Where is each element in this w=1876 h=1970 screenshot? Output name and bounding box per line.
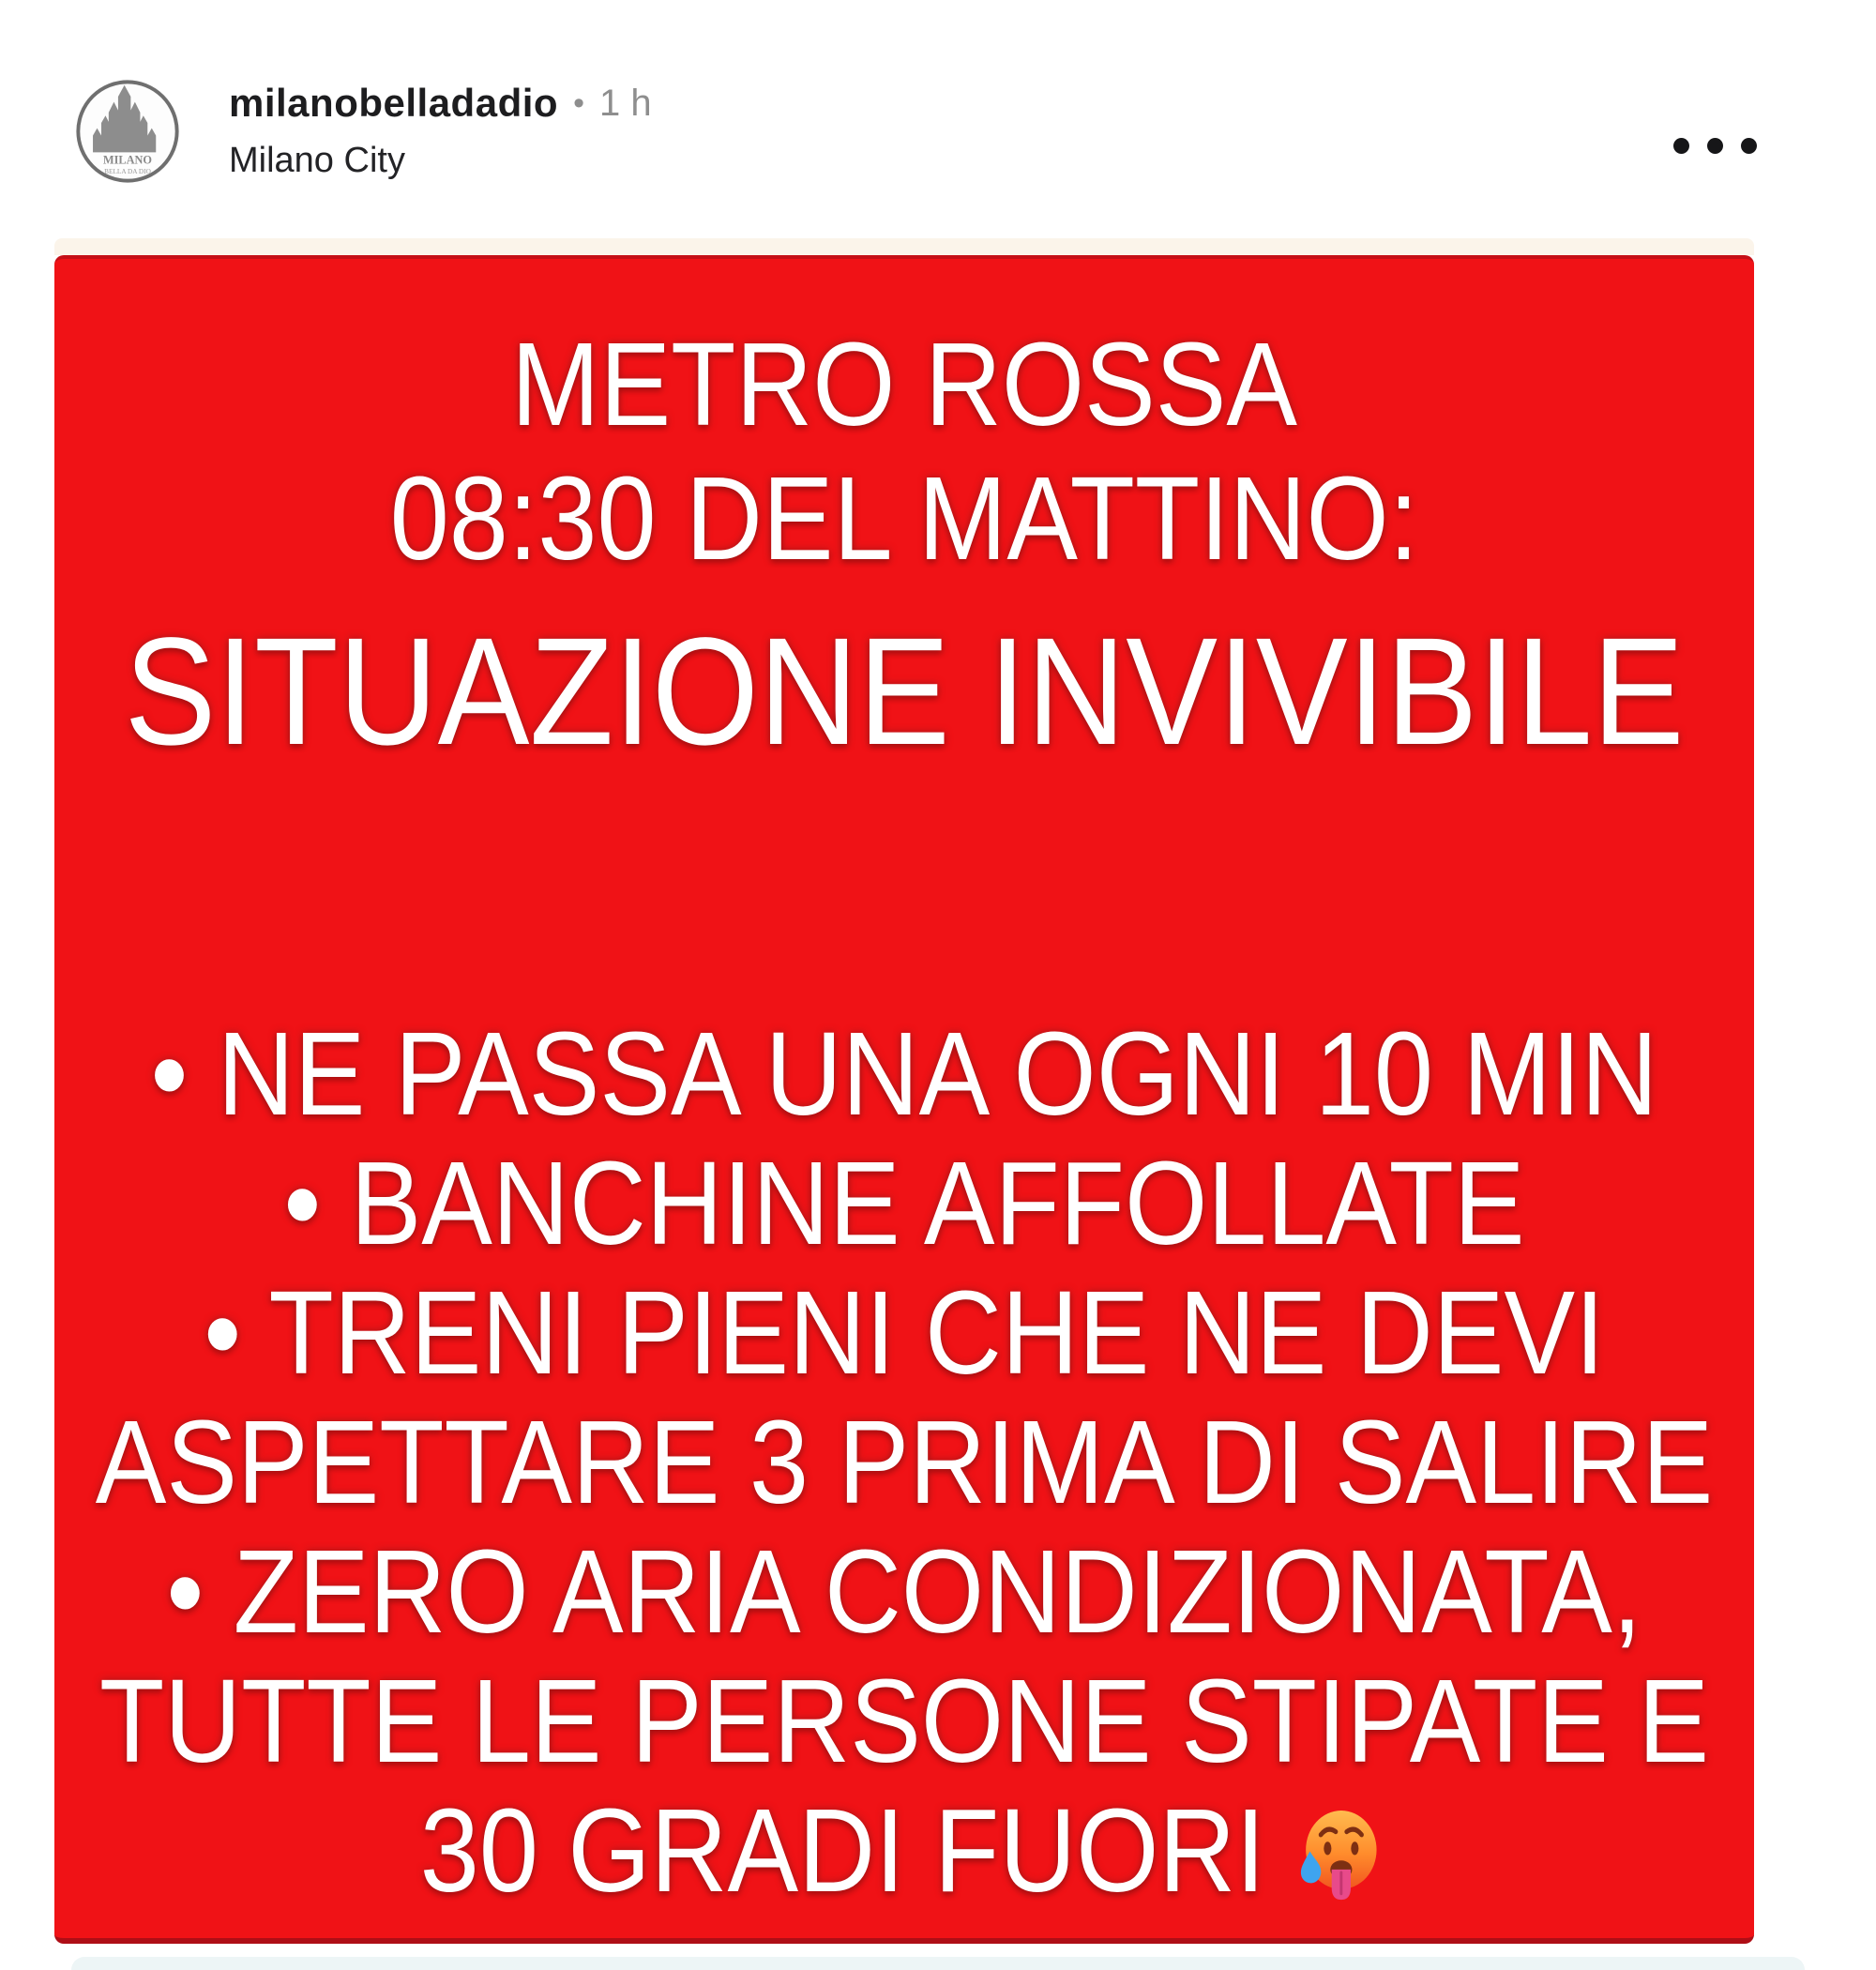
username[interactable]: milanobelladadio xyxy=(229,81,559,125)
meme-last-line xyxy=(140,1785,1670,1915)
post-image[interactable] xyxy=(54,255,1754,1944)
hot-face-emoji xyxy=(1291,1803,1388,1912)
meme-bullet-2: • BANCHINE AFFOLLATE xyxy=(283,1136,1525,1269)
meme-last-line-text: 30 GRADI FUORI xyxy=(419,1783,1265,1917)
meme-bullet-list xyxy=(54,1008,1754,1915)
meme-bullet-3-continuation: ASPETTARE 3 PRIMA DI SALIRE xyxy=(95,1395,1714,1528)
timestamp: 1 h xyxy=(598,82,652,124)
meme-bullet-4: • ZERO ARIA CONDIZIONATA, xyxy=(166,1524,1642,1658)
meme-bullet-1: • NE PASSA UNA OGNI 10 MIN xyxy=(150,1007,1658,1140)
next-content-partial xyxy=(71,1957,1805,1970)
avatar-logo-text-1: MILANO xyxy=(103,153,152,167)
timestamp-separator: • xyxy=(573,84,584,121)
meme-headline: SITUAZIONE INVIVIBILE xyxy=(124,604,1685,777)
meme-bullet-3: • TRENI PIENI CHE NE DEVI xyxy=(204,1265,1605,1399)
avatar-logo-text-2: BELLA DA DIO xyxy=(104,167,151,175)
more-options-icon xyxy=(1673,138,1757,154)
meme-bullet-4-continuation-1: TUTTE LE PERSONE STIPATE E xyxy=(98,1654,1710,1787)
meme-title-line-1: METRO ROSSA xyxy=(510,318,1297,450)
username-row xyxy=(229,81,652,126)
image-top-strip xyxy=(54,238,1754,255)
location-link[interactable]: Milano City xyxy=(229,141,405,180)
more-options-button[interactable] xyxy=(1658,113,1771,178)
duomo-logo-icon xyxy=(75,79,180,184)
profile-avatar[interactable] xyxy=(75,79,180,184)
meme-text-block xyxy=(54,259,1754,1915)
meme-title-line-2: 08:30 DEL MATTINO: xyxy=(389,452,1419,584)
header-text xyxy=(229,81,652,181)
